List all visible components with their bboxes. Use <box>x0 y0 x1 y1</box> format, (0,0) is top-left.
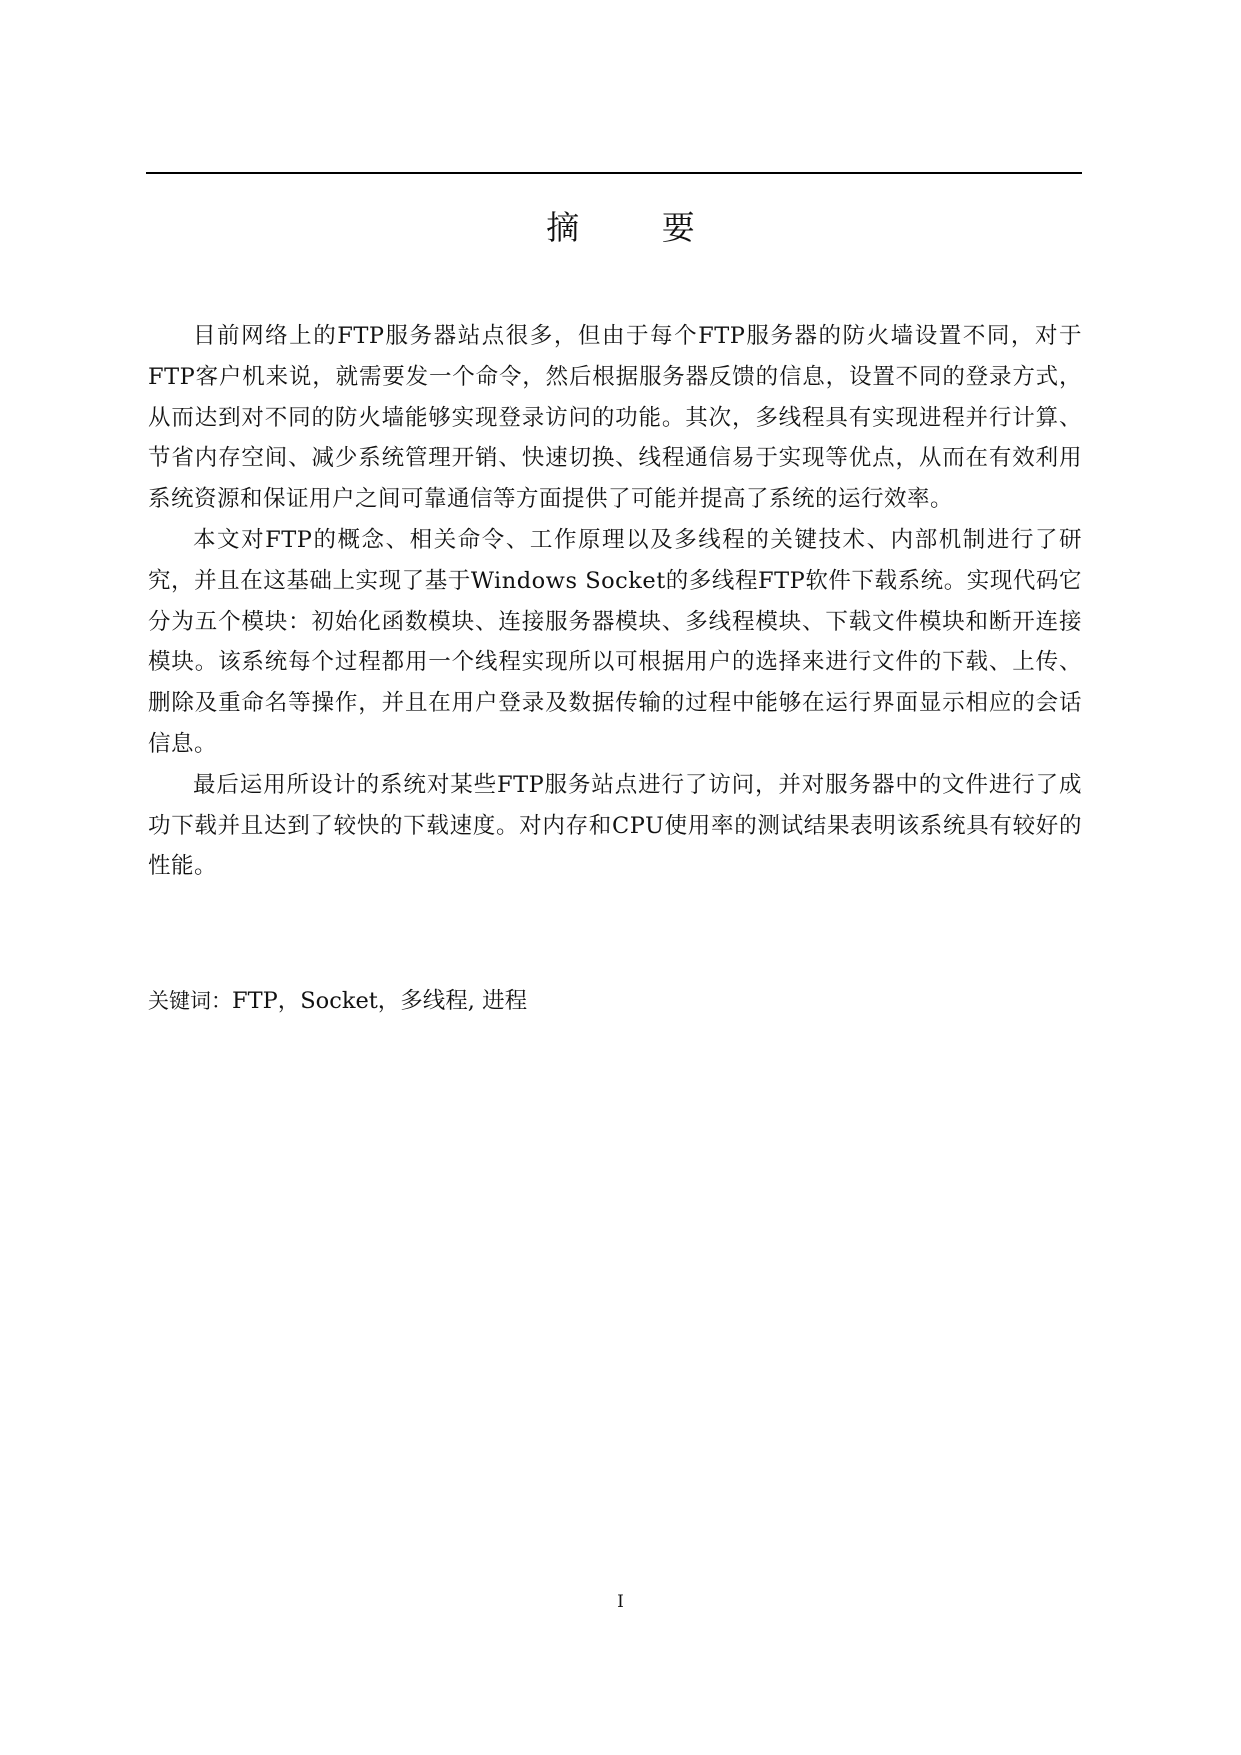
header-rule <box>146 172 1082 174</box>
keywords-text: FTP，Socket，多线程, 进程 <box>232 988 528 1014</box>
abstract-body <box>148 316 1082 887</box>
page-number: I <box>617 1592 624 1612</box>
keywords-label: 关键词： <box>148 989 232 1013</box>
keywords-line <box>148 981 527 1021</box>
abstract-paragraph-1: 目前网络上的FTP服务器站点很多，但由于每个FTP服务器的防火墙设置不同，对于FTP客户机来说，就需要发一个命令，然后根据服务器反馈的信息，设置不同的登录方式，从而达到对不同的防火墙能够实现登录访问的功能。其次，多线程具有实现进程并行计算、节省内存空间、减少系统管理开销、快速切换、线程通信易于实现等优点，从而在有效利用系统资源和保证用户之间可靠通信等方面提供了可能并提高了系统的运行效率。 <box>148 323 1082 513</box>
page-title: 摘 要 <box>546 208 731 247</box>
abstract-paragraph-2: 本文对FTP的概念、相关命令、工作原理以及多线程的关键技术、内部机制进行了研究，并且在这基础上实现了基于Windows Socket的多线程FTP软件下载系统。实现代码它分为五个模块：初始化函数模块、连接服务器模块、多线程模块、下载文件模块和断开连接模块。该系统每个过程都用一个线程实现所以可根据用户的选择来进行文件的下载、上传、删除及重命名等操作，并且在用户登录及数据传输的过程中能够在运行界面显示相应的会话信息。 <box>148 526 1082 757</box>
abstract-paragraph-3: 最后运用所设计的系统对某些FTP服务站点进行了访问，并对服务器中的文件进行了成功下载并且达到了较快的下载速度。对内存和CPU使用率的测试结果表明该系统具有较好的性能。 <box>148 771 1082 880</box>
